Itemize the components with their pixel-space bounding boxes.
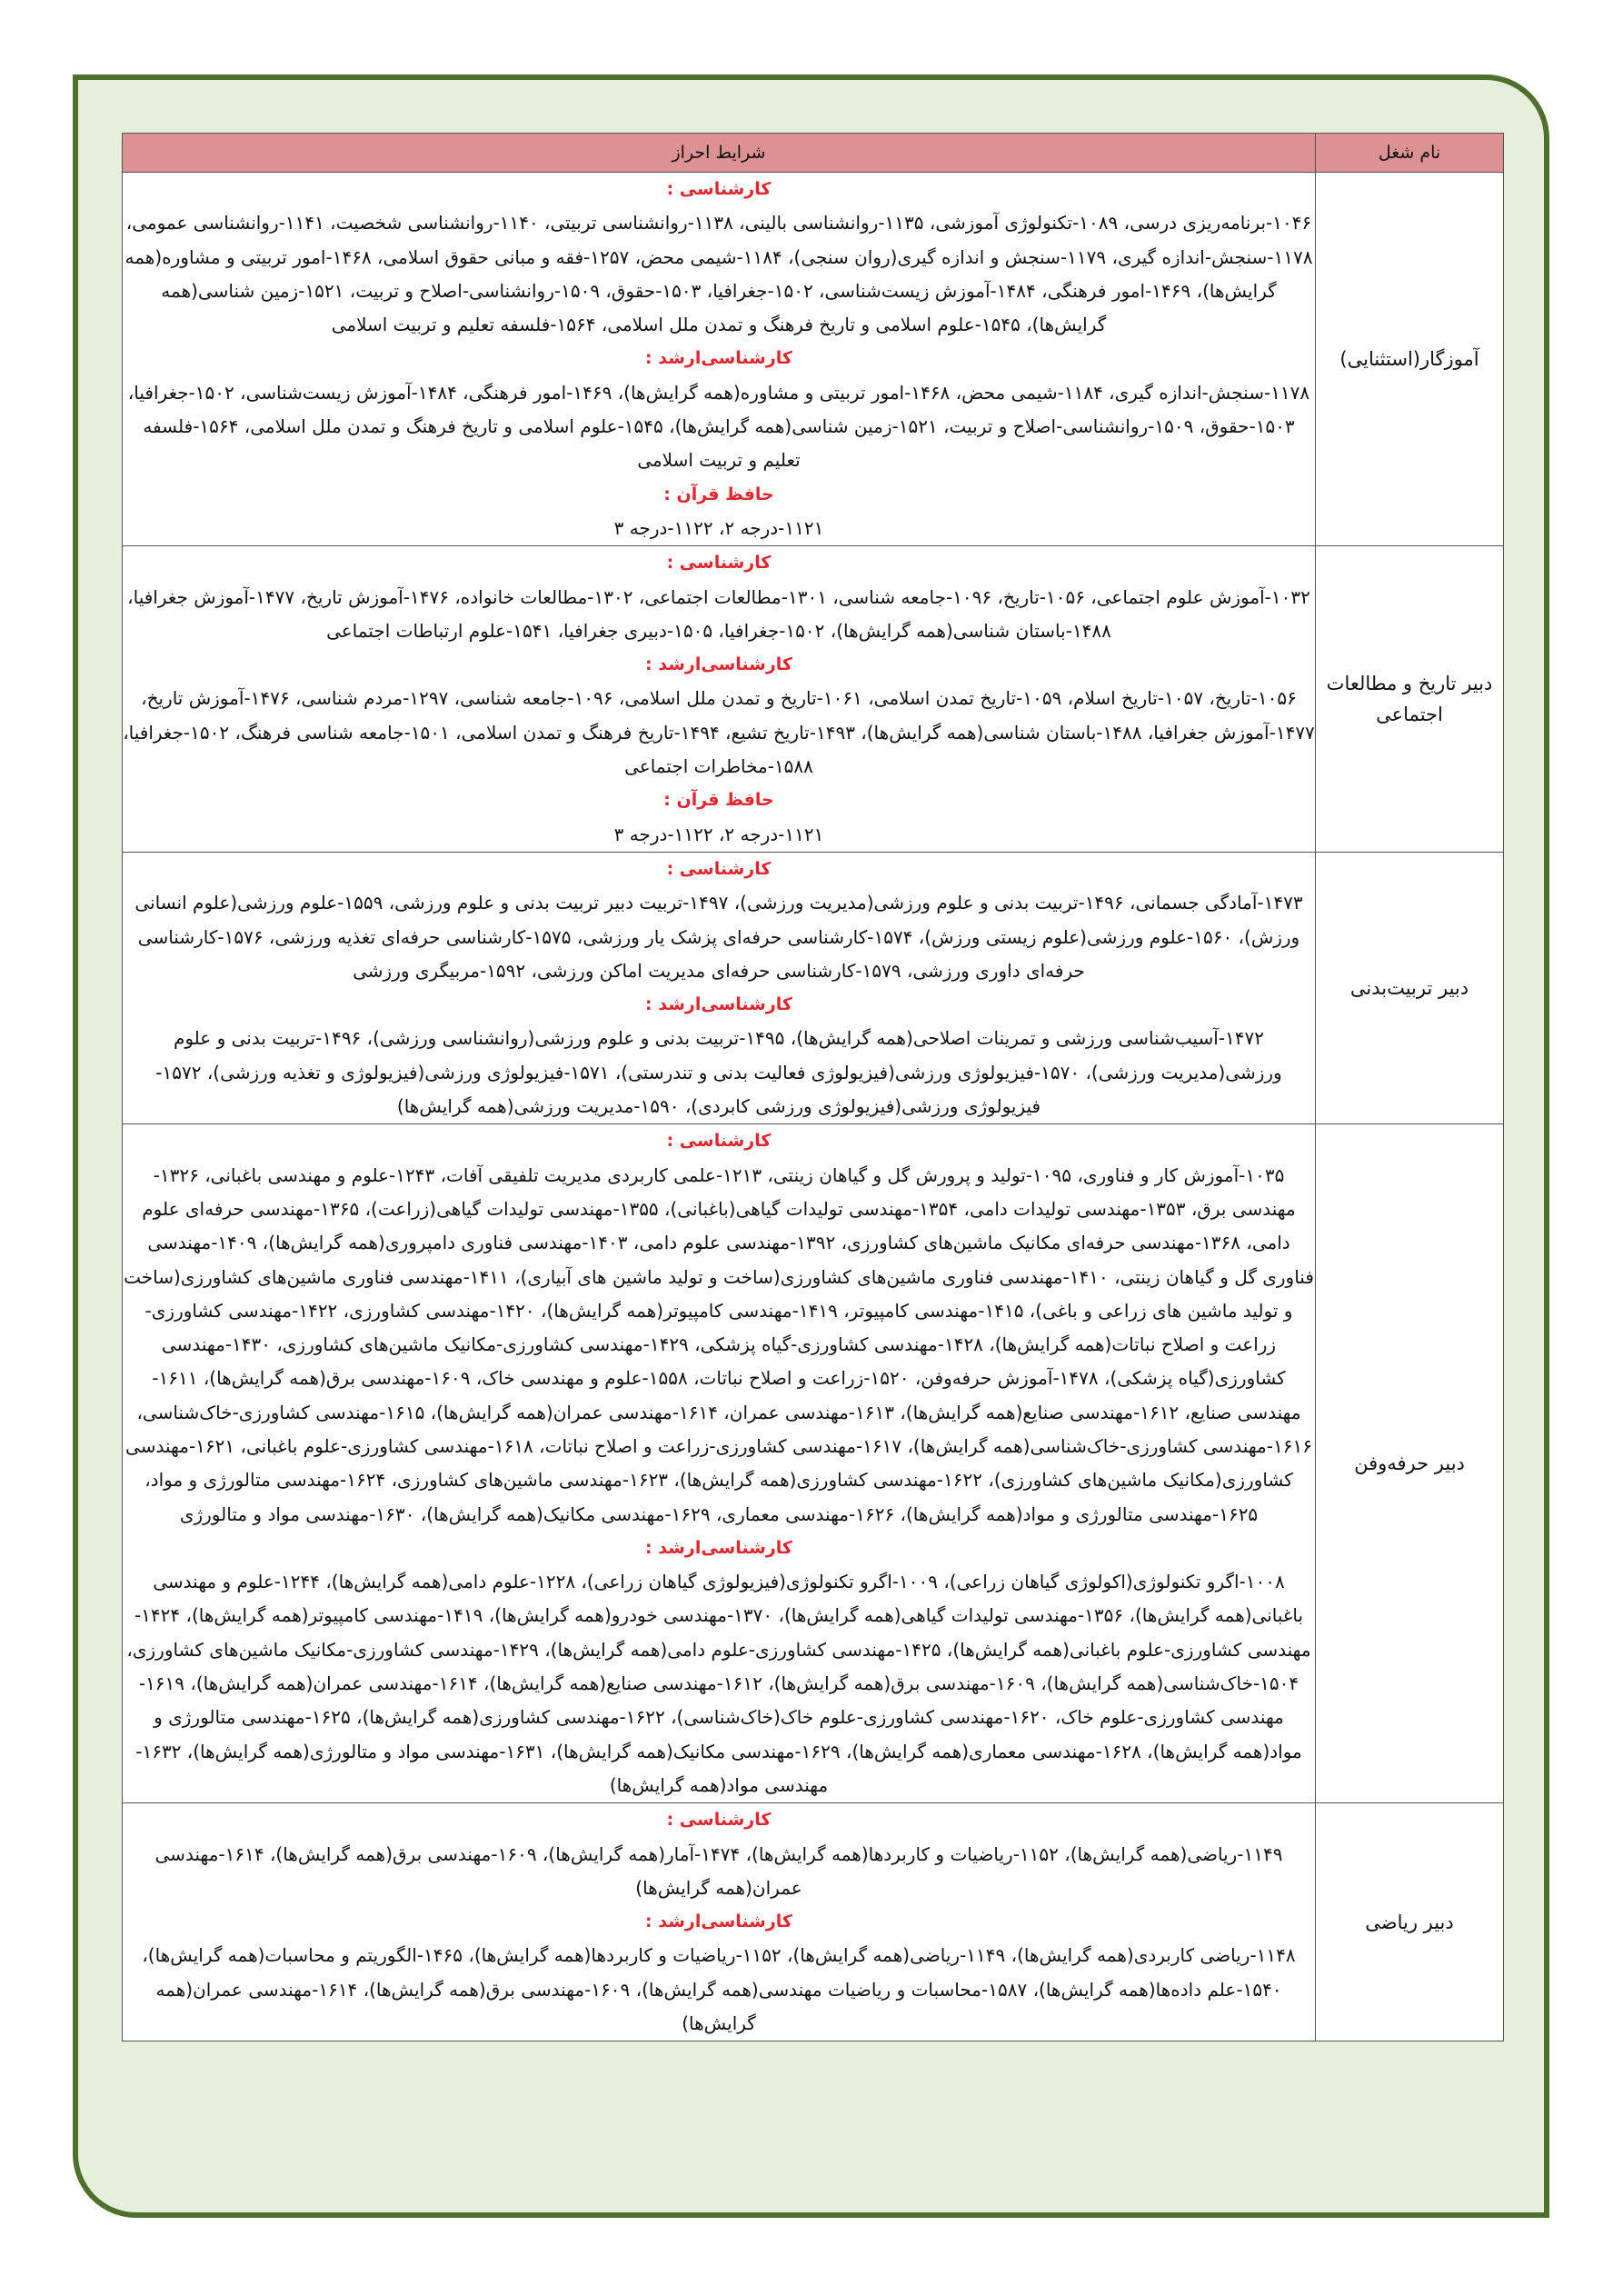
degree-label: کارشناسی : [666, 553, 772, 574]
table-row [123, 546, 1504, 853]
degree-label: کارشناسی : [666, 1131, 772, 1152]
field-list: ۱۱۲۱-درجه ۲، ۱۱۲۲-درجه ۳ [613, 516, 824, 539]
field-list: ۱۰۵۶-تاریخ، ۱۰۵۷-تاریخ اسلام، ۱۰۵۹-تاریخ تمدن اسلامی، ۱۰۶۱-تاریخ و تمدن ملل اسلامی، ۱۰۹۶-جامعه شناسی، ۱۲۹۷-مردم شناسی، ۱۴۷۶-آموزش تاریخ، ۱۴۷۷-آموزش جغرافیا، ۱۴۸۸-باستان شناسی(همه گرایش‌ها)، ۱۴۹۳-تاریخ تشیع، ۱۴۹۴-تاریخ فرهنگ و تمدن اسلامی، ۱۵۰۱-جامعه شناسی فرهنگ، ۱۵۰۲-جغرافیا، ۱۵۸۸-مخاطرات اجتماعی [123, 687, 1315, 778]
conditions-cell [123, 173, 1316, 546]
degree-label: حافظ قرآن : [663, 790, 774, 811]
field-list: ۱۰۳۲-آموزش علوم اجتماعی، ۱۰۵۶-تاریخ، ۱۰۹۶-جامعه شناسی، ۱۳۰۱-مطالعات اجتماعی، ۱۳۰۲-مطالعات خانواده، ۱۴۷۶-آموزش تاریخ، ۱۴۷۷-آموزش جغرافیا، ۱۴۸۸-باستان شناسی(همه گرایش‌ها)، ۱۵۰۲-جغرافیا، ۱۵۰۵-دبیری جغرافیا، ۱۵۴۱-علوم ارتباطات اجتماعی [127, 585, 1310, 642]
job-title: دبیر حرفه‌وفن [1316, 1124, 1504, 1803]
field-list: ۱۰۳۵-آموزش کار و فناوری، ۱۰۹۵-تولید و پرورش گل و گیاهان زینتی، ۱۲۱۳-علمی کاربردی مدیریت تلفیقی آفات، ۱۲۴۳-علوم و مهندسی باغبانی، ۱۳۲۶-مهندسی برق، ۱۳۵۳-مهندسی تولیدات دامی، ۱۳۵۴-مهندسی تولیدات گیاهی(باغبانی)، ۱۳۵۵-مهندسی تولیدات گیاهی(زراعت)، ۱۳۶۵-مهندسی حرفه‌ای علوم دامی، ۱۳۶۸-مهندسی حرفه‌ای مکانیک ماشین‌های کشاورزی، ۱۳۹۲-مهندسی علوم دامی، ۱۴۰۳-مهندسی فناوری دامپروری(همه گرایش‌ها)، ۱۴۰۹-مهندسی فناوری گل و گیاهان زینتی، ۱۴۱۰-مهندسی فناوری ماشین‌های کشاورزی(ساخت و تولید ماشین های آبیاری)، ۱۴۱۱-مهندسی فناوری ماشین‌های کشاورزی(ساخت و تولید ماشین های زراعی و باغی)، ۱۴۱۵-مهندسی کامپیوتر، ۱۴۱۹-مهندسی کامپیوتر(همه گرایش‌ها)، ۱۴۲۰-مهندسی کشاورزی، ۱۴۲۲-مهندسی کشاورزی-زراعت و اصلاح نباتات(همه گرایش‌ها)، ۱۴۲۸-مهندسی کشاورزی-گیاه پزشکی، ۱۴۲۹-مهندسی کشاورزی-مکانیک ماشین‌های کشاورزی، ۱۴۳۰-مهندسی کشاورزی(گیاه پزشکی)، ۱۴۷۸-آموزش حرفه‌وفن، ۱۵۲۰-زراعت و اصلاح نباتات، ۱۵۵۸-علوم و مهندسی خاک، ۱۶۰۹-مهندسی برق(همه گرایش‌ها)، ۱۶۱۱-مهندسی صنایع، ۱۶۱۲-مهندسی صنایع(همه گرایش‌ها)، ۱۶۱۳-مهندسی عمران، ۱۶۱۴-مهندسی عمران(همه گرایش‌ها)، ۱۶۱۵-مهندسی کشاورزی-خاک‌شناسی، ۱۶۱۶-مهندسی کشاورزی-خاک‌شناسی(همه گرایش‌ها)، ۱۶۱۷-مهندسی کشاورزی-زراعت و اصلاح نباتات، ۱۶۱۸-مهندسی کشاورزی-علوم باغبانی، ۱۶۲۱-مهندسی کشاورزی(مکانیک ماشین‌های کشاورزی)، ۱۶۲۲-مهندسی کشاورزی(همه گرایش‌ها)، ۱۶۲۳-مهندسی ماشین‌های کشاورزی، ۱۶۲۴-مهندسی متالورژی و مواد، ۱۶۲۵-مهندسی متالورژی و مواد(همه گرایش‌ها)، ۱۶۲۶-مهندسی معماری، ۱۶۲۹-مهندسی مکانیک(همه گرایش‌ها)، ۱۶۳۰-مهندسی مواد و متالورژی [124, 1163, 1314, 1525]
job-title: دبیر ریاضی [1316, 1803, 1504, 2041]
degree-label: کارشناسی : [666, 1810, 772, 1831]
field-list: ۱۱۷۸-سنجش-اندازه گیری، ۱۱۸۴-شیمی محض، ۱۴۶۸-امور تربیتی و مشاوره(همه گرایش‌ها)، ۱۴۶۹-امور فرهنگی، ۱۴۸۴-آموزش زیست‌شناسی، ۱۵۰۲-جغرافیا، ۱۵۰۳-حقوق، ۱۵۰۹-روانشناسی-اصلاح و تربیت، ۱۵۲۱-زمین شناسی(همه گرایش‌ها)، ۱۵۴۵-علوم اسلامی و تاریخ فرهنگ و تمدن ملل اسلامی، ۱۵۶۴-فلسفه تعلیم و تربیت اسلامی [127, 381, 1310, 472]
header-job-name: نام شغل [1316, 134, 1504, 173]
degree-label: کارشناسی‌ارشد : [645, 994, 792, 1015]
degree-label: کارشناسی‌ارشد : [645, 654, 792, 675]
field-list: ۱۱۴۹-ریاضی(همه گرایش‌ها)، ۱۱۵۲-ریاضیات و کاربردها(همه گرایش‌ها)، ۱۴۷۴-آمار(همه گرایش‌ها)، ۱۶۰۹-مهندسی برق(همه گرایش‌ها)، ۱۶۱۴-مهندسی عمران(همه گرایش‌ها) [154, 1842, 1283, 1899]
table-row [123, 1124, 1504, 1803]
field-list: ۱۰۴۶-برنامه‌ریزی درسی، ۱۰۸۹-تکنولوژی آموزشی، ۱۱۳۵-روانشناسی بالینی، ۱۱۳۸-روانشناسی تربیتی، ۱۱۴۰-روانشناسی شخصیت، ۱۱۴۱-روانشناسی عمومی، ۱۱۷۸-سنجش-اندازه گیری، ۱۱۷۹-سنجش و اندازه گیری(روان سنجی)، ۱۱۸۴-شیمی محض، ۱۲۵۷-فقه و مبانی حقوق اسلامی، ۱۴۶۸-امور تربیتی و مشاوره(همه گرایش‌ها)، ۱۴۶۹-امور فرهنگی، ۱۴۸۴-آموزش زیست‌شناسی، ۱۵۰۲-جغرافیا، ۱۵۰۳-حقوق، ۱۵۰۹-روانشناسی-اصلاح و تربیت، ۱۵۲۱-زمین شناسی(همه گرایش‌ها)، ۱۵۴۵-علوم اسلامی و تاریخ فرهنگ و تمدن ملل اسلامی، ۱۵۶۴-فلسفه تعلیم و تربیت اسلامی [124, 212, 1313, 336]
qualifications-table [122, 133, 1504, 2041]
job-title: دبیر تربیت‌بدنی [1316, 852, 1504, 1123]
table-header-row [123, 134, 1504, 173]
field-list: ۱۱۴۸-ریاضی کاربردی(همه گرایش‌ها)، ۱۱۴۹-ریاضی(همه گرایش‌ها)، ۱۱۵۲-ریاضیات و کاربردها(همه گرایش‌ها)، ۱۴۶۵-الگوریتم و محاسبات(همه گرایش‌ها)، ۱۵۴۰-علم داده‌ها(همه گرایش‌ها)، ۱۵۸۷-محاسبات و ریاضیات مهندسی(همه گرایش‌ها)، ۱۶۰۹-مهندسی برق(همه گرایش‌ها)، ۱۶۱۴-مهندسی عمران(همه گرایش‌ها) [142, 1944, 1296, 2035]
table-row [123, 1803, 1504, 2041]
conditions-cell [123, 546, 1316, 853]
degree-label: کارشناسی‌ارشد : [645, 1912, 792, 1932]
conditions-cell [123, 852, 1316, 1123]
job-title: دبیر تاریخ و مطالعات اجتماعی [1316, 546, 1504, 853]
field-list: ۱۱۲۱-درجه ۲، ۱۱۲۲-درجه ۳ [613, 823, 824, 845]
job-title: آموزگار(استثنایی) [1316, 173, 1504, 546]
degree-label: حافظ قرآن : [663, 484, 774, 504]
field-list: ۱۴۷۳-آمادگی جسمانی، ۱۴۹۶-تربیت بدنی و علوم ورزشی(مدیریت ورزشی)، ۱۴۹۷-تربیت دبیر تربیت بدنی و علوم ورزشی، ۱۵۵۹-علوم ورزشی(علوم انسانی ورزش)، ۱۵۶۰-علوم ورزشی(علوم زیستی ورزش)، ۱۵۷۴-کارشناسی حرفه‌ای پزشک یار ورزشی، ۱۵۷۵-کارشناسی حرفه‌ای تغذیه ورزشی، ۱۵۷۶-کارشناسی حرفه‌ای داوری ورزشی، ۱۵۷۹-کارشناسی حرفه‌ای مدیریت اماکن ورزشی، ۱۵۹۲-مربیگری ورزشی [134, 892, 1303, 982]
header-conditions: شرایط احراز [123, 134, 1316, 173]
conditions-cell [123, 1124, 1316, 1803]
table-row [123, 852, 1504, 1123]
conditions-cell [123, 1803, 1316, 2041]
table-row [123, 173, 1504, 546]
degree-label: کارشناسی‌ارشد : [645, 348, 792, 369]
field-list: ۱۴۷۲-آسیب‌شناسی ورزشی و تمرینات اصلاحی(همه گرایش‌ها)، ۱۴۹۵-تربیت بدنی و علوم ورزشی(روانشناسی ورزشی)، ۱۴۹۶-تربیت بدنی و علوم ورزشی(مدیریت ورزشی)، ۱۵۷۰-فیزیولوژی ورزشی(فیزیولوژی فعالیت بدنی و تندرستی)، ۱۵۷۱-فیزیولوژی ورزشی(فیزیولوژی و تغذیه ورزشی)، ۱۵۷۲-فیزیولوژی ورزشی(فیزیولوژی ورزشی کابردی)، ۱۵۹۰-مدیریت ورزشی(همه گرایش‌ها) [155, 1027, 1282, 1118]
degree-label: کارشناسی‌ارشد : [645, 1537, 792, 1558]
field-list: ۱۰۰۸-اگرو تکنولوژی(اکولوژی گیاهان زراعی)، ۱۰۰۹-اگرو تکنولوژی(فیزیولوژی گیاهان زراعی)، ۱۲۲۸-علوم دامی(همه گرایش‌ها)، ۱۲۴۴-علوم و مهندسی باغبانی(همه گرایش‌ها)، ۱۳۵۶-مهندسی تولیدات گیاهی(همه گرایش‌ها)، ۱۳۷۰-مهندسی خودرو(همه گرایش‌ها)، ۱۴۱۹-مهندسی کامپیوتر(همه گرایش‌ها)، ۱۴۲۴-مهندسی کشاورزی-علوم باغبانی(همه گرایش‌ها)، ۱۴۲۵-مهندسی کشاورزی-علوم دامی(همه گرایش‌ها)، ۱۴۲۹-مهندسی کشاورزی-مکانیک ماشین‌های کشاورزی، ۱۵۰۴-خاک‌شناسی(همه گرایش‌ها)، ۱۶۰۹-مهندسی برق(همه گرایش‌ها)، ۱۶۱۲-مهندسی صنایع(همه گرایش‌ها)، ۱۶۱۴-مهندسی عمران(همه گرایش‌ها)، ۱۶۱۹-مهندسی کشاورزی-علوم خاک، ۱۶۲۰-مهندسی کشاورزی-علوم خاک(خاک‌شناسی)، ۱۶۲۲-مهندسی کشاورزی(همه گرایش‌ها)، ۱۶۲۵-مهندسی متالورژی و مواد(همه گرایش‌ها)، ۱۶۲۸-مهندسی معماری(همه گرایش‌ها)، ۱۶۲۹-مهندسی مکانیک(همه گرایش‌ها)، ۱۶۳۱-مهندسی مواد و متالورژی(همه گرایش‌ها)، ۱۶۳۲-مهندسی مواد(همه گرایش‌ها) [126, 1571, 1311, 1796]
degree-label: کارشناسی : [666, 179, 772, 199]
degree-label: کارشناسی : [666, 858, 772, 879]
